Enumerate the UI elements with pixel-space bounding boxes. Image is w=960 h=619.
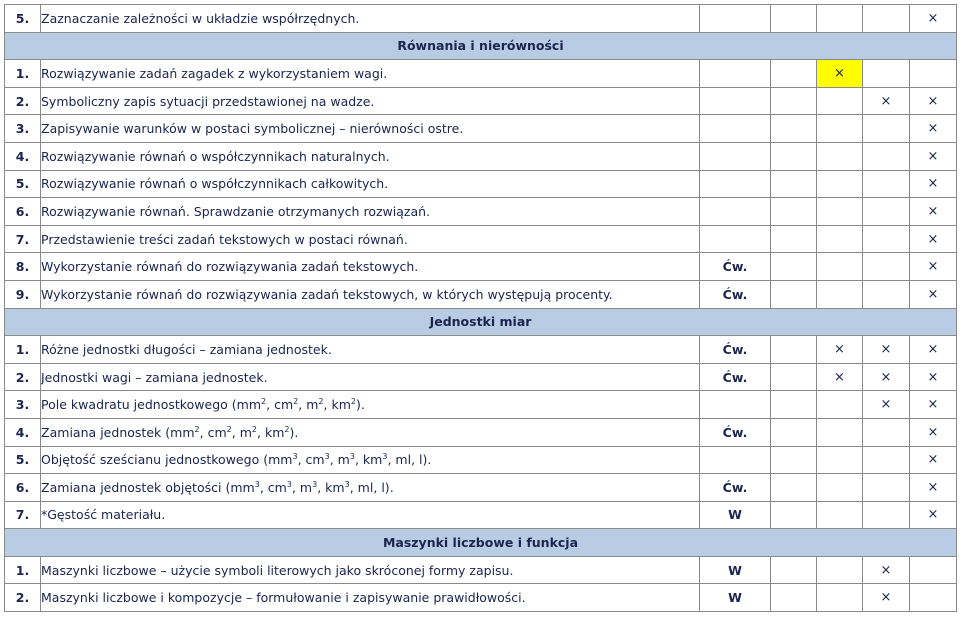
section-title: Maszynki liczbowe i funkcja: [5, 529, 957, 557]
cross-mark-icon: ×: [927, 93, 939, 109]
mark-cell: [771, 474, 817, 502]
table-row: [5, 198, 957, 226]
topic-text: Zapisywanie warunków w postaci symbolicznej – nierówności ostre.: [41, 115, 700, 143]
row-number: 1.: [5, 556, 41, 584]
mark-cell: [910, 280, 957, 308]
remark-cell: Ćw.: [700, 336, 771, 364]
cross-mark-icon: ×: [927, 479, 939, 495]
topic-text: Rozwiązywanie zadań zagadek z wykorzystaniem wagi.: [41, 60, 700, 88]
topic-text: Zamiana jednostek ($mm^2$, $cm^2$, $m^2$, $km^2$).: [41, 418, 700, 446]
row-number: 2.: [5, 363, 41, 391]
table-row: [5, 584, 957, 612]
topic-text: Różne jednostki długości – zamiana jednostek.: [41, 336, 700, 364]
table-row: [5, 474, 957, 502]
row-number: 1.: [5, 60, 41, 88]
mark-cell: [863, 5, 910, 33]
mark-cell: [817, 225, 863, 253]
cross-mark-icon: ×: [880, 341, 892, 357]
cross-mark-icon: ×: [927, 148, 939, 164]
section-title: Równania i nierówności: [5, 32, 957, 60]
mark-cell: [817, 142, 863, 170]
topic-text: Jednostki wagi – zamiana jednostek.: [41, 363, 700, 391]
cross-mark-icon: ×: [927, 452, 939, 468]
mark-cell: [817, 87, 863, 115]
section-header-row: [5, 308, 957, 336]
remark-cell: [700, 198, 771, 226]
cross-mark-icon: ×: [880, 93, 892, 109]
row-number: 9.: [5, 280, 41, 308]
cross-mark-icon: ×: [927, 10, 939, 26]
mark-cell: [910, 253, 957, 281]
table-row: [5, 225, 957, 253]
mark-cell: [817, 418, 863, 446]
cross-mark-icon: ×: [834, 341, 845, 357]
mark-cell: [817, 474, 863, 502]
topic-text: Przedstawienie treści zadań tekstowych w postaci równań.: [41, 225, 700, 253]
mark-cell: [771, 391, 817, 419]
mark-cell: [771, 363, 817, 391]
mark-cell: [863, 170, 910, 198]
mark-cell: [910, 5, 957, 33]
mark-cell: [863, 363, 910, 391]
mark-cell: [910, 391, 957, 419]
mark-cell: [817, 115, 863, 143]
mark-cell: [910, 556, 957, 584]
topic-text: Maszynki liczbowe i kompozycje – formułowanie i zapisywanie prawidłowości.: [41, 584, 700, 612]
mark-cell: [817, 198, 863, 226]
cross-mark-icon: ×: [927, 341, 939, 357]
table-row: [5, 170, 957, 198]
mark-cell: [910, 115, 957, 143]
table-row: [5, 363, 957, 391]
cross-mark-icon: ×: [927, 286, 939, 302]
table-row: [5, 501, 957, 529]
remark-cell: W: [700, 501, 771, 529]
mark-cell: [910, 198, 957, 226]
row-number: 2.: [5, 584, 41, 612]
mark-cell: [771, 253, 817, 281]
curriculum-table: [4, 4, 957, 612]
row-number: 5.: [5, 170, 41, 198]
cross-mark-icon: ×: [927, 259, 939, 275]
mark-cell: [771, 336, 817, 364]
remark-cell: W: [700, 556, 771, 584]
mark-cell: [863, 87, 910, 115]
topic-text: Wykorzystanie równań do rozwiązywania zadań tekstowych, w których występują procenty.: [41, 280, 700, 308]
row-number: 3.: [5, 391, 41, 419]
cross-mark-icon: ×: [927, 203, 939, 219]
table-row: [5, 87, 957, 115]
mark-cell: [817, 170, 863, 198]
mark-cell: [771, 280, 817, 308]
remark-cell: [700, 225, 771, 253]
cross-mark-icon: ×: [927, 424, 939, 440]
mark-cell: [817, 363, 863, 391]
row-number: 6.: [5, 198, 41, 226]
mark-cell: [771, 5, 817, 33]
topic-text: Zaznaczanie zależności w układzie współrzędnych.: [41, 5, 700, 33]
mark-cell: [817, 391, 863, 419]
table-row: [5, 60, 957, 88]
table-row: [5, 5, 957, 33]
cross-mark-icon: ×: [927, 507, 939, 523]
topic-text: Pole kwadratu jednostkowego ($mm^2$, $cm^2$, $m^2$, $km^2$).: [41, 391, 700, 419]
mark-cell: [863, 474, 910, 502]
mark-cell: [910, 170, 957, 198]
row-number: 8.: [5, 253, 41, 281]
topic-text: Wykorzystanie równań do rozwiązywania zadań tekstowych.: [41, 253, 700, 281]
mark-cell: [771, 170, 817, 198]
table-row: [5, 142, 957, 170]
mark-cell: [863, 336, 910, 364]
mark-cell: [863, 584, 910, 612]
mark-cell: [817, 501, 863, 529]
section-title: Jednostki miar: [5, 308, 957, 336]
table-row: [5, 418, 957, 446]
topic-text: Maszynki liczbowe – użycie symboli literowych jako skróconej formy zapisu.: [41, 556, 700, 584]
mark-cell: [910, 225, 957, 253]
topic-text: Zamiana jednostek objętości ($mm^3$, $cm^3$, $m^3$, $km^3$, ml, l).: [41, 474, 700, 502]
cross-mark-icon: ×: [880, 562, 892, 578]
row-number: 4.: [5, 142, 41, 170]
mark-cell: [910, 446, 957, 474]
row-number: 6.: [5, 474, 41, 502]
row-number: 1.: [5, 336, 41, 364]
mark-cell: [817, 446, 863, 474]
cross-mark-icon: ×: [927, 369, 939, 385]
table-row: [5, 446, 957, 474]
cross-mark-icon: ×: [927, 231, 939, 247]
remark-cell: [700, 60, 771, 88]
table-body: [5, 5, 957, 612]
remark-cell: Ćw.: [700, 474, 771, 502]
row-number: 7.: [5, 501, 41, 529]
mark-cell: [771, 418, 817, 446]
table-row: [5, 253, 957, 281]
topic-text: *Gęstość materiału.: [41, 501, 700, 529]
table-row: [5, 115, 957, 143]
topic-text: Symboliczny zapis sytuacji przedstawionej na wadze.: [41, 87, 700, 115]
mark-cell: [863, 198, 910, 226]
mark-cell: [817, 280, 863, 308]
row-number: 7.: [5, 225, 41, 253]
row-number: 5.: [5, 5, 41, 33]
cross-mark-icon: ×: [834, 65, 845, 81]
mark-cell: [771, 501, 817, 529]
mark-cell: [863, 501, 910, 529]
remark-cell: [700, 446, 771, 474]
cross-mark-icon: ×: [927, 121, 939, 137]
mark-cell: [863, 391, 910, 419]
cross-mark-icon: ×: [880, 369, 892, 385]
mark-cell: [771, 115, 817, 143]
cross-mark-icon: ×: [927, 176, 939, 192]
remark-cell: [700, 170, 771, 198]
mark-cell: [910, 60, 957, 88]
mark-cell: [910, 142, 957, 170]
row-number: 4.: [5, 418, 41, 446]
section-header-row: [5, 529, 957, 557]
remark-cell: [700, 391, 771, 419]
cross-mark-icon: ×: [927, 397, 939, 413]
mark-cell: [771, 556, 817, 584]
cross-mark-icon: ×: [880, 397, 892, 413]
cross-mark-icon: ×: [880, 590, 892, 606]
topic-text: Rozwiązywanie równań o współczynnikach naturalnych.: [41, 142, 700, 170]
mark-cell: [863, 60, 910, 88]
remark-cell: [700, 87, 771, 115]
table-row: [5, 280, 957, 308]
mark-cell: [817, 253, 863, 281]
mark-cell: [817, 5, 863, 33]
mark-cell: [771, 142, 817, 170]
topic-text: Rozwiązywanie równań. Sprawdzanie otrzymanych rozwiązań.: [41, 198, 700, 226]
row-number: 2.: [5, 87, 41, 115]
mark-cell: [817, 60, 863, 88]
mark-cell: [910, 474, 957, 502]
mark-cell: [910, 336, 957, 364]
remark-cell: Ćw.: [700, 418, 771, 446]
remark-cell: W: [700, 584, 771, 612]
mark-cell: [771, 60, 817, 88]
section-header-row: [5, 32, 957, 60]
mark-cell: [863, 556, 910, 584]
mark-cell: [771, 198, 817, 226]
remark-cell: [700, 142, 771, 170]
mark-cell: [910, 363, 957, 391]
mark-cell: [863, 225, 910, 253]
mark-cell: [771, 446, 817, 474]
remark-cell: [700, 115, 771, 143]
mark-cell: [771, 87, 817, 115]
mark-cell: [863, 280, 910, 308]
mark-cell: [817, 336, 863, 364]
remark-cell: Ćw.: [700, 280, 771, 308]
topic-text: Objętość sześcianu jednostkowego ($mm^3$, $cm^3$, $m^3$, $km^3$, ml, l).: [41, 446, 700, 474]
mark-cell: [910, 87, 957, 115]
mark-cell: [863, 142, 910, 170]
mark-cell: [910, 501, 957, 529]
mark-cell: [817, 556, 863, 584]
cross-mark-icon: ×: [834, 369, 845, 385]
remark-cell: [700, 5, 771, 33]
mark-cell: [910, 584, 957, 612]
mark-cell: [817, 584, 863, 612]
mark-cell: [863, 446, 910, 474]
remark-cell: Ćw.: [700, 363, 771, 391]
row-number: 3.: [5, 115, 41, 143]
table-row: [5, 391, 957, 419]
mark-cell: [771, 584, 817, 612]
mark-cell: [863, 253, 910, 281]
remark-cell: Ćw.: [700, 253, 771, 281]
mark-cell: [771, 225, 817, 253]
table-row: [5, 336, 957, 364]
topic-text: Rozwiązywanie równań o współczynnikach całkowitych.: [41, 170, 700, 198]
mark-cell: [863, 115, 910, 143]
row-number: 5.: [5, 446, 41, 474]
table-row: [5, 556, 957, 584]
mark-cell: [863, 418, 910, 446]
mark-cell: [910, 418, 957, 446]
